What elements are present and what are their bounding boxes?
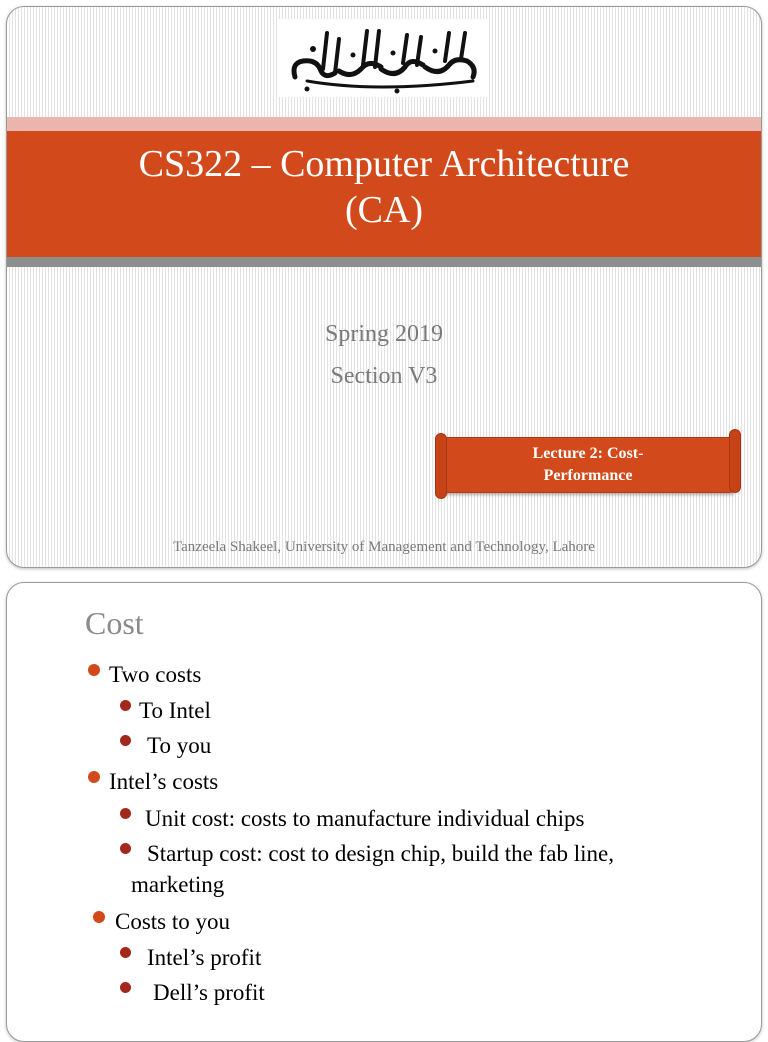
slide-heading: Cost — [85, 605, 144, 641]
scroll-curl-right-icon — [729, 429, 741, 493]
sub-bullet-item: To you — [147, 733, 212, 758]
sub-bullet-dot-icon — [120, 982, 131, 993]
title-band-accent — [7, 117, 761, 131]
term-label: Spring 2019 — [324, 321, 443, 347]
sub-bullet-item: Dell’s profit — [153, 980, 265, 1005]
bullet-item: Two costs — [109, 662, 202, 687]
title-slide — [6, 6, 762, 568]
slide-footer: Tanzeela Shakeel, University of Management and Technology, Lahore — [173, 539, 595, 555]
bismillah-calligraphy-icon — [277, 19, 489, 97]
sub-bullet-dot-icon — [120, 843, 131, 854]
sub-bullet-item: Intel’s profit — [147, 945, 262, 970]
bullet-item: Intel’s costs — [109, 769, 219, 794]
sub-bullet-dot-icon — [120, 947, 131, 958]
bullet-dot-icon — [88, 664, 100, 676]
sub-bullet-dot-icon — [120, 808, 131, 819]
bullet-dot-icon — [88, 771, 100, 783]
lecture-title-line2: Performance — [543, 467, 633, 484]
bismillah-calligraphy — [277, 19, 489, 97]
sub-bullet-item: Startup cost: cost to design chip, build the fab line, — [147, 841, 614, 866]
slide-title-line2: (CA) — [344, 189, 424, 231]
sub-bullet-item: Unit cost: costs to manufacture individual chips — [145, 806, 585, 831]
lecture-title — [455, 443, 721, 487]
sub-bullet-item: To Intel — [139, 698, 211, 723]
lecture-scroll-banner — [435, 429, 741, 501]
bullet-dot-icon — [93, 911, 105, 923]
cost-slide — [6, 582, 762, 1042]
slide-title — [7, 141, 761, 233]
slide-subtitle — [7, 313, 761, 397]
sub-bullet-dot-icon — [120, 735, 131, 746]
section-label: Section V3 — [330, 363, 438, 389]
scroll-curl-left-icon — [435, 433, 447, 499]
sub-bullet-dot-icon — [120, 700, 131, 711]
bullet-item: Costs to you — [115, 909, 231, 934]
sub-bullet-item-continuation: marketing — [131, 872, 225, 897]
slide-title-line1: CS322 – Computer Architecture — [138, 143, 630, 185]
title-band-shadow — [7, 257, 761, 267]
lecture-title-line1: Lecture 2: Cost- — [532, 445, 644, 462]
